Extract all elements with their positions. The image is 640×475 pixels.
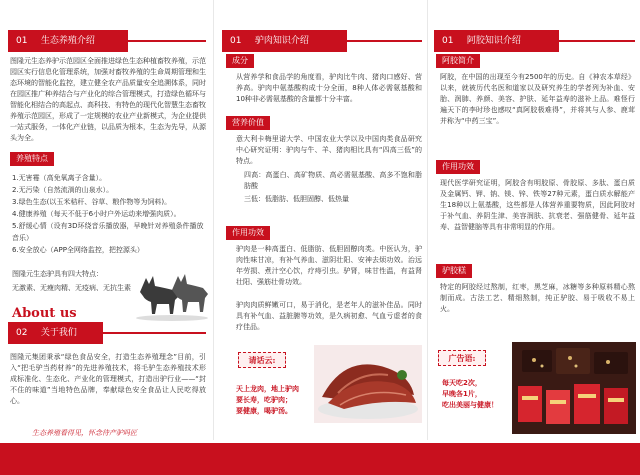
ad-slogan-text: 每天吃2次， 早晚各1片， 吃出美丽与健康！ [442, 379, 498, 409]
nutrition-four-highs: 四高：高蛋白、高矿物质、高必需氨基酸、高多不饱和脂肪酸 [244, 171, 422, 190]
effect-text-1: 驴肉是一种高蛋白、低脂肪、低胆固醇肉类。中医认为，驴肉性味甘凉，有补气养血、滋阴壮阳、安神去烦功效。治远年劳损、煮汁空心饮，疗痔引虫。驴肾，味甘性温，有益肾壮阳、强筋壮骨功效。 [236, 245, 422, 286]
feature-item: 1.无害霉（高免氧离子含量）。 [12, 174, 107, 182]
ad-label: 广告语: [438, 350, 486, 366]
highlight-text: 无激素、无瘦肉精、无疫病、无抗生素 [12, 284, 131, 292]
cake-heading: 驴胶糕 [436, 264, 472, 278]
feature-item: 2.无污染（自然流淌的山泉水）。 [12, 186, 114, 194]
header-rule [559, 40, 635, 42]
feature-item: 6.安全放心（APP全网络监控，把控源头） [12, 246, 144, 254]
footer-bar [0, 443, 640, 475]
features-list [12, 172, 208, 256]
panel-farming [0, 0, 213, 440]
section-number: 02 [16, 328, 28, 338]
saying-label: 请话云: [238, 352, 286, 368]
features-heading: 养殖特点 [10, 152, 54, 166]
effect-text-2: 驴肉肉质鲜嫩可口，易于消化，是老年人的滋补佳品。同时具有补气血、益脏腑等功效，是久病初愈、气血亏虚者的食疗佳品。 [236, 301, 422, 331]
ingredients-text: 从营养学和食品学的角度看，驴肉比牛肉、猪肉口感好、营养高。驴肉中氨基酸构成十分全面，8种人体必需氨基酸和10种非必需氨基酸的含量都十分丰富。 [236, 73, 422, 103]
farming-intro-text: 图隆元生态养驴示范园区全面推进绿色生态种植畜牧养殖，示范园区实行信息化管理系统，加强对畜牧养殖的生命周期管理和生态环境的智能化监控，建立健全农产品质量安全追溯体系，同时在园区推广种养结合与产业化的综合管理模式，打造绿色循环与智能化相结合的高起点、高科技、有特色的现代化智慧生态畜牧养殖示范园区，形成了一定规模的农业产业新模式，为企业提供一站式服务，一体化产业链，以品质为根本，生态为先导，从源头为全。 [10, 57, 206, 142]
ejiao-cake-photo-icon [512, 342, 636, 434]
panel-donkey-meat [213, 0, 427, 440]
header-rule [128, 40, 206, 42]
ejiao-intro-text: 阿胶，在中国的出现至今有2500年的历史。自《神农本草经》以来，就被历代名医和道家以及研究养生的学者列为补血、安胎、润肺、养颜、美容、护肤、延年益寿的滋补上品。难怪行遍天下的李时珍也感叹“真阿胶极难得”，并将其与人参、鹿茸并称为“中药三宝”。 [440, 73, 635, 125]
feature-item: 5.舒缓心情（设有3D环绕音乐播放器，早晚针对养殖条件播放音乐） [12, 222, 204, 242]
slogan-text: 生态养殖看得见，怀念待产驴吗匠 [32, 429, 137, 437]
panel-ejiao [427, 0, 640, 440]
ejiao-effect-heading: 作用功效 [436, 160, 480, 174]
about-us-heading: About us [12, 306, 77, 321]
section-number: 01 [16, 36, 28, 46]
feature-item: 4.健康养殖（每天不低于6小时户外运动来增强肉质）。 [12, 210, 181, 218]
donkey-meat-photo-icon [314, 345, 422, 423]
saying-text: 天上龙肉，地上驴肉 要长寿，吃驴肉； 要健康，喝驴汤。 [236, 385, 299, 415]
highlight-title: 图隆元生态驴具有四大特点： [12, 270, 103, 278]
feature-item: 3.绿色生态(以玉米秸秆、谷草、粮作物等为饲料)。 [12, 198, 172, 206]
about-text: 图隆元集团秉承“绿色食品安全，打造生态养殖理念”目前，引入“把毛驴当药材养”的先进养殖技术，将毛驴生态养殖技术形成标准化、生态化、产业化的管理模式，打造出驴行业——“封不住的味道”当地特色品牌，奉献绿色安全食品让人民吃得放心。 [10, 353, 206, 405]
ejiao-effect-text: 现代医学研究证明，阿胶含有明胶原、骨胶原、多肽、蛋白质及金属钙、钾、钠、镁、锌、铁等27种元素，蛋白质水解能产生18种以上氨基酸，这些都是人体营养重要物质，因此阿胶对于补气血、养阴生津、美容润肤、抗衰老、强筋健骨、延年益寿、益智健脑等具有非常明显的作用。 [440, 179, 635, 231]
section-number: 01 [442, 36, 454, 46]
section-title: 生态养殖介绍 [40, 36, 95, 46]
section-title: 驴肉知识介绍 [254, 36, 309, 46]
section-title: 关于我们 [40, 328, 77, 338]
ingredients-heading: 成分 [226, 54, 254, 68]
section-header-about [8, 322, 103, 344]
effect-heading: 作用功效 [226, 226, 270, 240]
header-rule [103, 332, 206, 334]
section-header-ejiao [434, 30, 559, 52]
ejiao-intro-heading: 阿胶简介 [436, 54, 480, 68]
nutrition-text: 意大利卡梅里诺大学、中国农业大学以及中国肉类食品研究中心研究证明：驴肉与牛、羊、猪肉相比具有“四高三低”的特点。 [236, 135, 422, 165]
section-title: 阿胶知识介绍 [466, 36, 521, 46]
nutrition-heading: 营养价值 [226, 116, 270, 130]
nutrition-three-lows: 三低：低脂肪、低胆固醇、低热量 [244, 195, 349, 203]
donkeys-illustration-icon [132, 262, 212, 324]
cake-text: 特定的阿胶经过熬制，红枣，黑芝麻，冰糖等多种原料精心熬制而成。古法工艺、精细熬制，纯正驴胶、易于吸收不易上火。 [440, 283, 635, 313]
section-header-farming [8, 30, 128, 52]
header-rule [347, 40, 422, 42]
section-number: 01 [230, 36, 242, 46]
section-header-meat [222, 30, 347, 52]
